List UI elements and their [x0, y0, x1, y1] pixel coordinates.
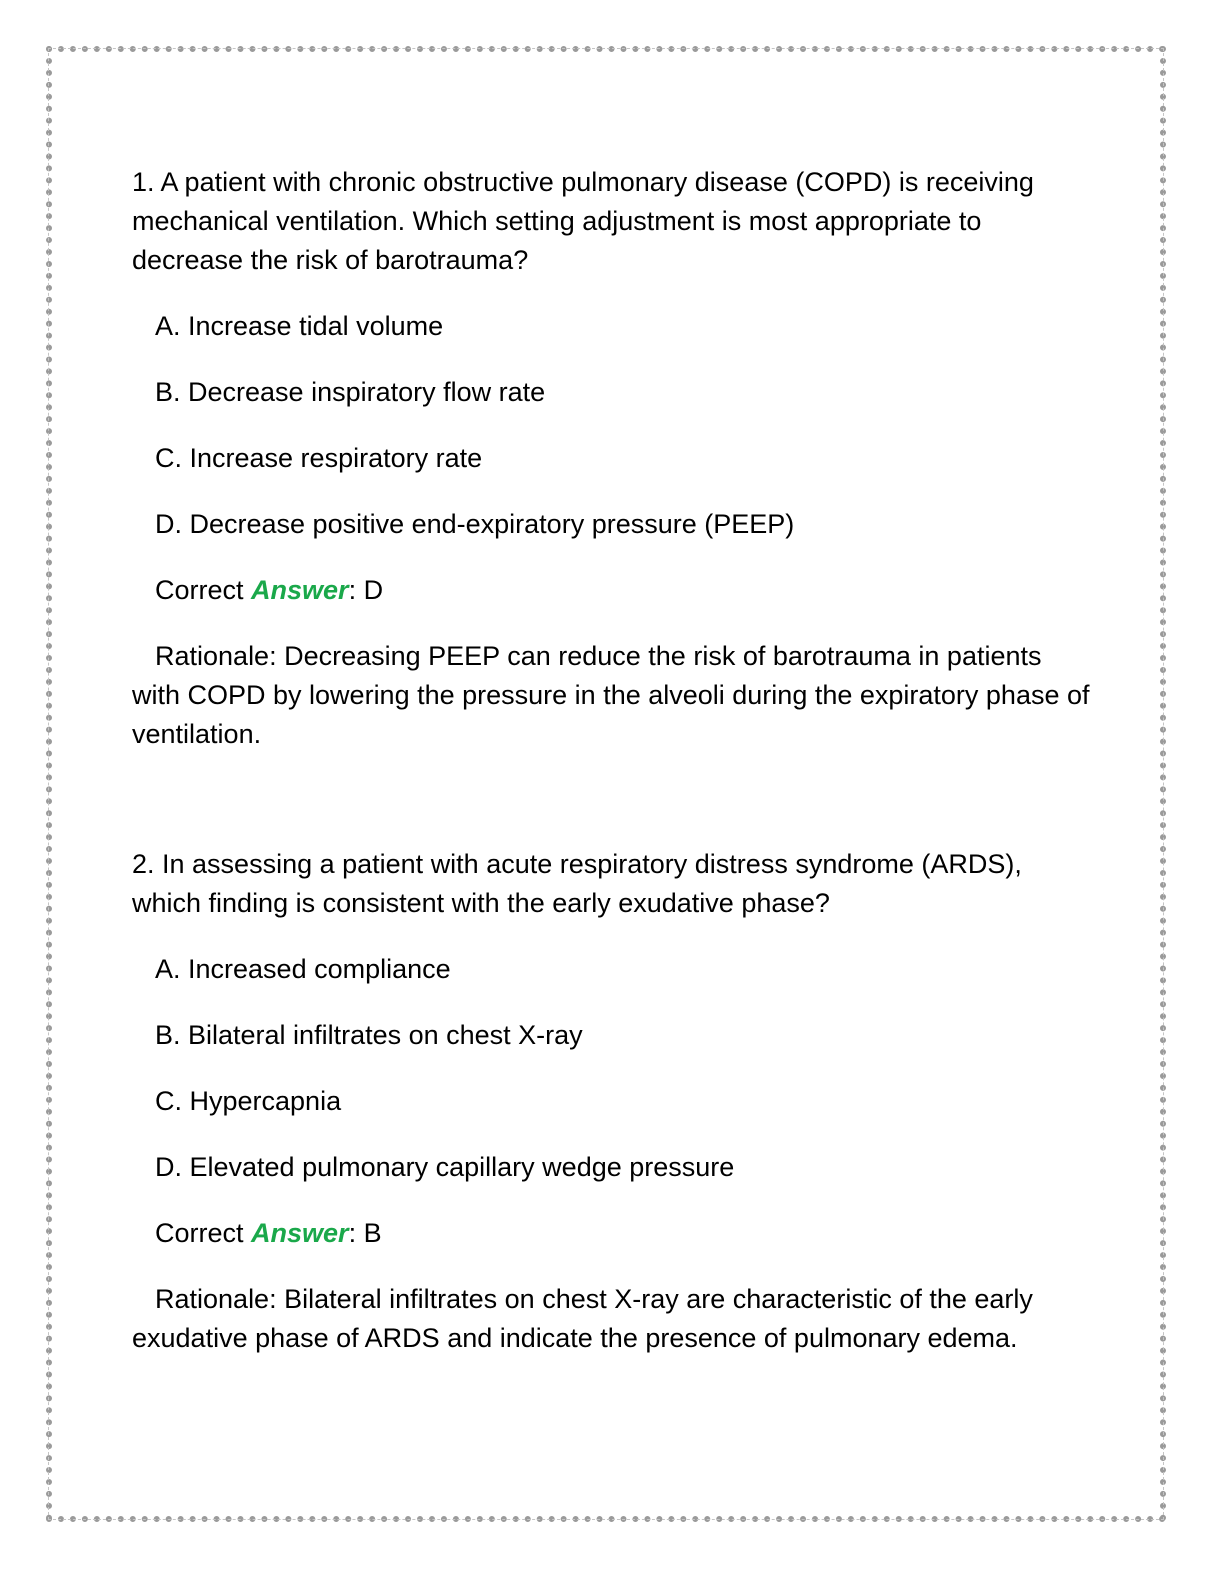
option-b: B. Decrease inspiratory flow rate — [155, 377, 546, 407]
answer-prefix: Correct — [155, 1218, 252, 1248]
option-a: A. Increase tidal volume — [155, 311, 444, 341]
correct-answer — [155, 571, 1092, 610]
answer-value: : B — [348, 1218, 382, 1248]
option-b: B. Bilateral infiltrates on chest X-ray — [155, 1020, 583, 1050]
option-a: A. Increased compliance — [155, 954, 451, 984]
document-body — [132, 163, 1092, 1358]
answer-keyword: Answer — [251, 575, 349, 605]
option-c: C. Increase respiratory rate — [155, 443, 483, 473]
rationale: Rationale: Decreasing PEEP can reduce the risk of barotrauma in patients with COPD by lowering the pressure in the alveoli during the expiratory phase of ventilation. — [132, 641, 1090, 749]
question-stem: 1. A patient with chronic obstructive pulmonary disease (COPD) is receiving mechanical ventilation. Which setting adjustment is most appropriate to decrease the risk of barotrauma? — [132, 167, 1034, 275]
answer-keyword: Answer — [251, 1218, 349, 1248]
question-2 — [132, 845, 1092, 1358]
option-d: D. Elevated pulmonary capillary wedge pressure — [155, 1152, 735, 1182]
rationale: Rationale: Bilateral infiltrates on chest X-ray are characteristic of the early exudative phase of ARDS and indicate the presence of pulmonary edema. — [132, 1284, 1033, 1353]
question-1 — [132, 163, 1092, 754]
correct-answer — [155, 1214, 1092, 1253]
option-d: D. Decrease positive end-expiratory pressure (PEEP) — [155, 509, 795, 539]
answer-prefix: Correct — [155, 575, 252, 605]
answer-value: : D — [348, 575, 384, 605]
option-c: C. Hypercapnia — [155, 1086, 342, 1116]
question-stem: 2. In assessing a patient with acute respiratory distress syndrome (ARDS), which finding is consistent with the early exudative phase? — [132, 849, 1022, 918]
